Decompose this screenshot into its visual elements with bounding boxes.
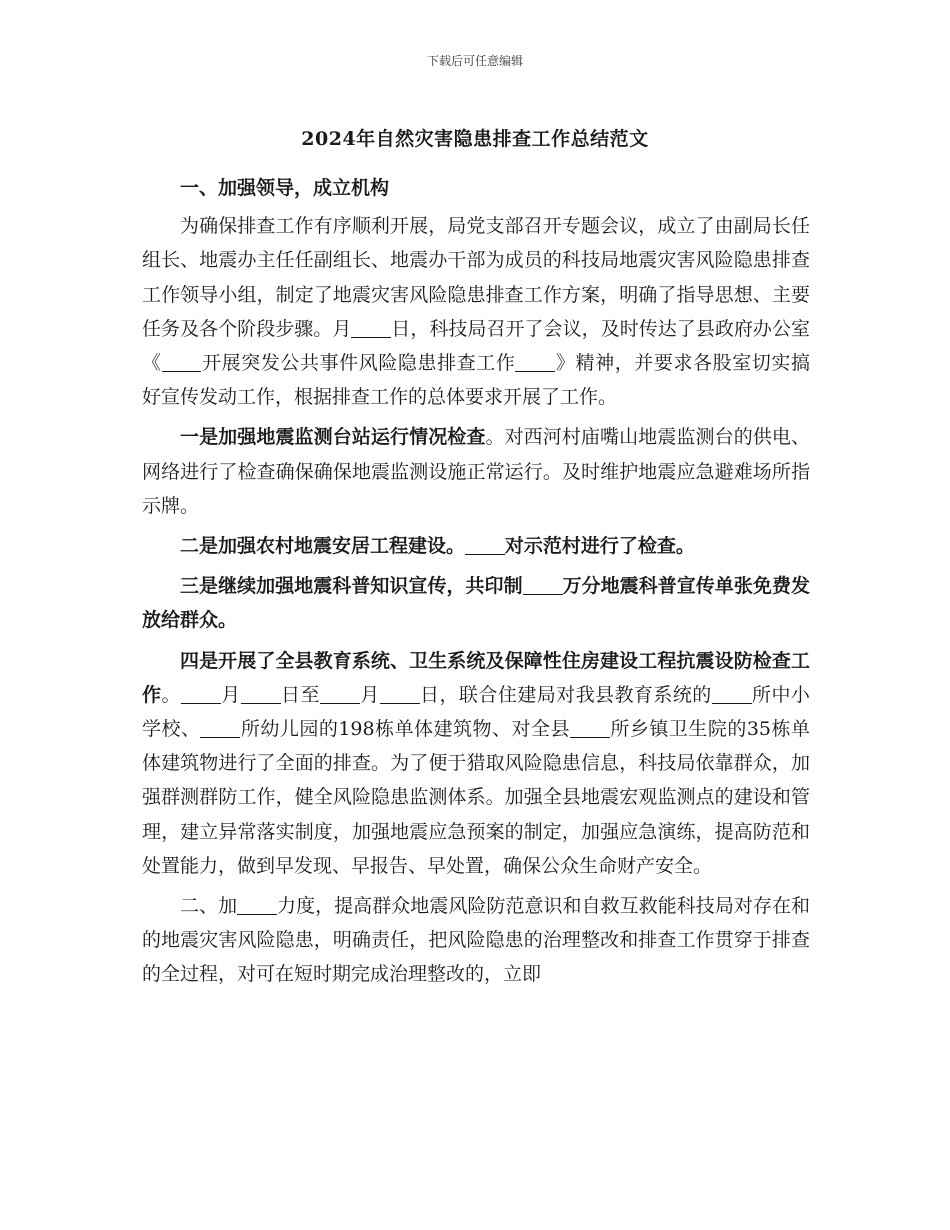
- paragraph-5-bold-lead: 四是开展了全县教育系统、卫生系统及保障性住房建设工程抗震设防检查工作: [142, 649, 810, 706]
- paragraph-5-text-e: 日，联合住建局对我县教育系统的: [419, 683, 712, 706]
- fill-blank: [320, 684, 360, 704]
- paragraph-3-text-b: 对示范村进行了检查。: [504, 535, 695, 558]
- paragraph-3-text-a: 二是加强农村地震安居工程建设。: [180, 535, 466, 558]
- fill-blank: [200, 718, 240, 738]
- document-title: 2024年自然灾害隐患排查工作总结范文: [301, 128, 649, 150]
- fill-blank: [241, 684, 281, 704]
- fill-blank: [465, 535, 505, 555]
- fill-blank: [570, 718, 610, 738]
- fill-blank: [523, 575, 563, 595]
- paragraph-4: [142, 569, 810, 637]
- paragraph-2-bold-lead: 一是加强地震监测台站运行情况检查: [180, 426, 486, 449]
- paragraph-5-text-c: 日至: [280, 683, 320, 706]
- paragraph-5: [142, 644, 810, 883]
- fill-blank: [181, 684, 221, 704]
- paragraph-1-text-b: 日，科技局召开了会议，及时传达了县政府办公室《: [142, 317, 810, 375]
- fill-blank: [237, 895, 277, 915]
- paragraph-5-text-b: 月: [220, 683, 241, 706]
- paragraph-5-text-a: 。: [161, 683, 181, 706]
- paragraph-1-text-c: 开展突发公共事件风险隐患排查工作: [201, 352, 516, 375]
- paragraph-5-text-g: 所幼儿园的198栋单体建筑物、对全县: [240, 718, 570, 741]
- fill-blank: [351, 318, 391, 338]
- paragraph-6: [142, 889, 810, 992]
- paragraph-5-text-h: 所乡镇卫生院的35栋单体建筑物进行了全面的排查。为了便于猎取风险隐患信息，科技局依靠群众，加强群测群防工作，健全风险隐患监测体系。加强全县地震宏观监测点的建设和管理，建立异常落实制度，加强地震应急预案的制定，加强应急演练，提高防范和处置能力，做到早发现、早报告、早处置，确保公众生命财产安全。: [142, 718, 810, 877]
- document-body: [142, 171, 810, 998]
- fill-blank: [515, 352, 555, 372]
- paragraph-4-text-a: 三是继续加强地震科普知识宣传，共印制: [180, 575, 523, 598]
- paragraph-5-text-d: 月: [359, 683, 380, 706]
- paragraph-6-text-a: 二、加: [180, 895, 238, 918]
- paragraph-1: [142, 209, 810, 414]
- header-note: 下载后可任意编辑: [426, 54, 523, 68]
- paragraph-2-text: 。对西河村庙嘴山地震监测台的供电、网络进行了检查确保确保地震监测设施正常运行。及时维护地震应急避难场所指示牌。: [142, 426, 810, 517]
- paragraph-4-text-b: 万分地震科普宣传单张免费发放给群众。: [142, 575, 810, 632]
- paragraph-3: [142, 529, 810, 563]
- fill-blank: [380, 684, 420, 704]
- paragraph-2: [142, 420, 810, 523]
- section-heading: 一、加强领导，成立机构: [180, 177, 390, 199]
- paragraph-1-text-a: 为确保排查工作有序顺利开展，局党支部召开专题会议，成立了由副局长任组长、地震办主任任副组长、地震办干部为成员的科技局地震灾害风险隐患排查工作领导小组，制定了地震灾害风险隐患排查工作方案，明确了指导思想、主要任务及各个阶段步骤。月: [142, 215, 810, 340]
- paragraph-5-text-f: 所中小学校、: [142, 683, 810, 741]
- paragraph-6-text-b: 力度，提高群众地震风险防范意识和自救互救能科技局对存在和的地震灾害风险隐患，明确责任，把风险隐患的治理整改和排查工作贯穿于排查的全过程，对可在短时期完成治理整改的，立即: [142, 895, 810, 986]
- fill-blank: [162, 352, 202, 372]
- paragraph-1-text-d: 》精神，并要求各股室切实搞好宣传发动工作，根据排查工作的总体要求开展了工作。: [142, 352, 810, 409]
- fill-blank: [712, 684, 752, 704]
